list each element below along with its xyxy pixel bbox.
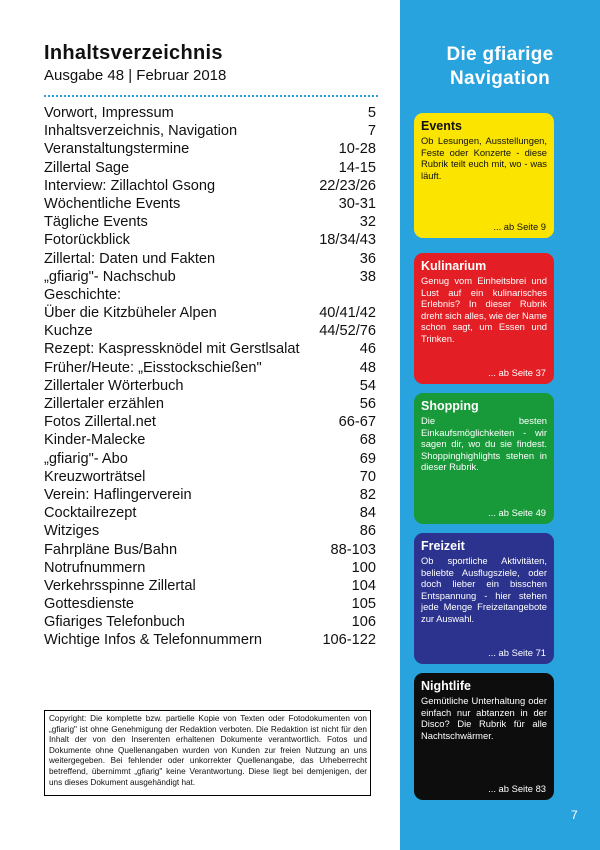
- toc-entry-page: 69: [359, 450, 376, 467]
- toc-entry[interactable]: [44, 231, 376, 249]
- copyright-notice: Copyright: Die komplette bzw. partielle Kopie von Texten oder Fotodokumenten von „gfiarig" ist ohne Genehmigung der Redaktion verboten. Die Redaktion ist nicht für den Inhalt der von den Inserenten erhaltenen Dokumente verantwortlich. Fotos und Dokumente ohne Quellenangaben wurden von Kunden zur freien Nutzung an uns weitergegeben. Bei fehlender oder unkorrekter Quellenangabe, das Urheberrecht betreffend, übernimmt „gfiarig" keine Verantwortung. Diese liegt bei demjenigen, der uns dieses Dokument ausgehändigt hat.: [44, 710, 371, 796]
- toc-entry-label: Geschichte:: [44, 286, 122, 303]
- toc-entry[interactable]: [44, 322, 376, 340]
- toc-entry[interactable]: [44, 268, 376, 286]
- toc-entry-page: 7: [367, 123, 376, 140]
- toc-entry-label: Fotorückblick: [44, 232, 130, 249]
- toc-entry-label: Zillertaler Wörterbuch: [44, 377, 184, 394]
- toc-entry[interactable]: [44, 359, 376, 377]
- toc-entry[interactable]: [44, 595, 376, 613]
- toc-entry-page: 36: [359, 250, 376, 267]
- toc-entry-page: 40/41/42: [319, 305, 376, 322]
- toc-entry-label: Kuchze: [44, 323, 93, 340]
- issue-subtitle: Ausgabe 48 | Februar 2018: [44, 67, 227, 84]
- navigation-title-line: Die gfiarige: [446, 44, 554, 65]
- nav-box-text: Ob Lesungen, Ausstellungen, Feste oder Konzerte - diese Rubrik teilt euch mit, wo - was läuft.: [421, 135, 547, 181]
- toc-entry-page: 82: [359, 486, 376, 503]
- toc-entry-label: Inhaltsverzeichnis, Navigation: [44, 123, 238, 140]
- toc-entry-label: Kinder-Malecke: [44, 432, 146, 449]
- toc-entry-page: 86: [359, 523, 376, 540]
- toc-entry[interactable]: [44, 195, 376, 213]
- toc-entry-label: „gfiarig"- Nachschub: [44, 268, 176, 285]
- toc-entry[interactable]: [44, 340, 376, 358]
- toc-entry-page: 18/34/43: [319, 232, 376, 249]
- toc-entry-label: Vorwort, Impressum: [44, 105, 174, 121]
- toc-entry-label: Veranstaltungstermine: [44, 141, 190, 158]
- toc-entry-label: Wichtige Infos & Telefonnummern: [44, 632, 262, 649]
- toc-entry-page: 106-122: [322, 632, 376, 649]
- toc-entry-page: 46: [359, 341, 376, 358]
- nav-box-nightlife[interactable]: [414, 673, 554, 800]
- nav-box-page: ... ab Seite 37: [488, 367, 546, 378]
- toc-entry-page: 56: [359, 396, 376, 412]
- toc-section-heading: [44, 286, 376, 304]
- toc-entry-page: 106: [351, 614, 376, 631]
- nav-box-title: Events: [421, 119, 462, 133]
- toc-entry[interactable]: [44, 213, 376, 231]
- toc-entry[interactable]: [44, 431, 376, 449]
- toc-entry-page: 30-31: [338, 195, 376, 212]
- toc-entry-page: 84: [359, 505, 376, 522]
- dotted-divider: [44, 95, 378, 97]
- toc-entry-label: Zillertal Sage: [44, 159, 130, 176]
- nav-box-text: Genug vom Einheitsbrei und Lust auf ein kulinarisches Erlebnis? In dieser Rubrik dreht sich alles, wie der Name schon sagt, um Essen und Trinken.: [421, 275, 547, 344]
- toc-entry-page: 66-67: [338, 414, 376, 431]
- nav-box-kulinarium[interactable]: [414, 253, 554, 384]
- toc-entry-page: 100: [351, 559, 376, 576]
- toc-entry[interactable]: [44, 631, 376, 649]
- toc-entry[interactable]: [44, 504, 376, 522]
- nav-box-page: ... ab Seite 9: [493, 221, 546, 232]
- toc-entry-page: 48: [359, 359, 376, 376]
- toc-entry-label: Fahrpläne Bus/Bahn: [44, 541, 178, 558]
- toc-entry[interactable]: [44, 486, 376, 504]
- toc-entry-label: Über die Kitzbüheler Alpen: [44, 305, 217, 322]
- page-number: 7: [571, 808, 578, 822]
- toc-entry[interactable]: [44, 177, 376, 195]
- toc-entry-label: Zillertaler erzählen: [44, 396, 165, 412]
- toc-entry[interactable]: [44, 140, 376, 158]
- toc-entry-page: 22/23/26: [319, 177, 376, 194]
- toc-entry[interactable]: [44, 377, 376, 395]
- toc-entry-page: 105: [351, 596, 376, 613]
- nav-box-title: Shopping: [421, 399, 479, 413]
- toc-entry-page: 38: [359, 268, 376, 285]
- toc-entry-page: 10-28: [338, 141, 376, 158]
- toc-entry-label: Verein: Haflingerverein: [44, 486, 192, 503]
- page-title: Inhaltsverzeichnis: [44, 42, 223, 64]
- toc-entry-label: „gfiarig"- Abo: [44, 450, 128, 467]
- toc-entry-page: 32: [359, 214, 376, 231]
- navigation-title: [400, 43, 600, 91]
- toc-entry-label: Früher/Heute: „Eisstockschießen": [44, 359, 262, 376]
- toc-entry-label: Interview: Zillachtol Gsong: [44, 177, 216, 194]
- toc-entry[interactable]: [44, 559, 376, 577]
- nav-box-text: Die besten Einkaufsmöglichkeiten - wir sagen dir, wo du sie findest. Shoppinghighlights stehen in dieser Rubrik.: [421, 415, 547, 472]
- toc-entry-label: Rezept: Kaspressknödel mit Gerstlsalat: [44, 341, 300, 358]
- toc-entry[interactable]: [44, 122, 376, 140]
- toc-entry[interactable]: [44, 304, 376, 322]
- toc-entry-page: 54: [359, 377, 376, 394]
- toc-entry-label: Tägliche Events: [44, 214, 148, 231]
- toc-entry-page: 68: [359, 432, 376, 449]
- navigation-title-line: Navigation: [449, 68, 551, 89]
- nav-box-text: Ob sportliche Aktivitäten, beliebte Ausflugsziele, oder doch lieber ein bisschen Entspannung - hier stehen jede Menge Freizeitangebote zur Auswahl.: [421, 555, 547, 624]
- toc-entry-page: 5: [367, 105, 376, 121]
- nav-box-title: Freizeit: [421, 539, 465, 553]
- toc-entry[interactable]: [44, 395, 376, 413]
- toc-entry-page: 70: [359, 468, 376, 485]
- toc-entry-page: 88-103: [330, 541, 376, 558]
- toc-entry-label: Gottesdienste: [44, 596, 135, 613]
- nav-box-page: ... ab Seite 49: [488, 507, 546, 518]
- toc-entry[interactable]: [44, 468, 376, 486]
- toc-entry[interactable]: [44, 541, 376, 559]
- nav-box-page: ... ab Seite 71: [488, 647, 546, 658]
- nav-box-title: Kulinarium: [421, 259, 487, 273]
- toc-entry[interactable]: [44, 522, 376, 540]
- toc-entry-label: Zillertal: Daten und Fakten: [44, 250, 216, 267]
- nav-box-title: Nightlife: [421, 679, 471, 693]
- navigation-sidebar: [400, 0, 600, 850]
- toc-entry-label: Notrufnummern: [44, 559, 146, 576]
- toc-entry-page: 104: [351, 577, 376, 594]
- toc-entry-label: Wöchentliche Events: [44, 195, 181, 212]
- toc-entry-label: Gfiariges Telefonbuch: [44, 614, 185, 631]
- toc-entry[interactable]: [44, 159, 376, 177]
- nav-box-text: Gemütliche Unterhaltung oder einfach nur abtanzen in der Disco? Die Rubrik für alle Nachtschwärmer.: [421, 695, 547, 741]
- toc-entry-label: Cocktailrezept: [44, 505, 137, 522]
- toc-entry[interactable]: [44, 413, 376, 431]
- toc-entry[interactable]: [44, 450, 376, 468]
- toc-entry[interactable]: [44, 577, 376, 595]
- toc-entry[interactable]: [44, 250, 376, 268]
- toc-entry[interactable]: [44, 613, 376, 631]
- nav-box-shopping[interactable]: [414, 393, 554, 524]
- toc-entry-label: Verkehrsspinne Zillertal: [44, 577, 196, 594]
- toc-entry-label: Witziges: [44, 523, 100, 540]
- toc-entry-page: 14-15: [338, 159, 376, 176]
- toc-entry-label: Fotos Zillertal.net: [44, 414, 156, 431]
- toc-entry-label: Kreuzworträtsel: [44, 468, 146, 485]
- nav-box-page: ... ab Seite 83: [488, 783, 546, 794]
- nav-box-freizeit[interactable]: [414, 533, 554, 664]
- toc-list: [44, 104, 376, 650]
- toc-entry-page: 44/52/76: [319, 323, 376, 340]
- nav-box-events[interactable]: [414, 113, 554, 238]
- toc-entry[interactable]: [44, 104, 376, 122]
